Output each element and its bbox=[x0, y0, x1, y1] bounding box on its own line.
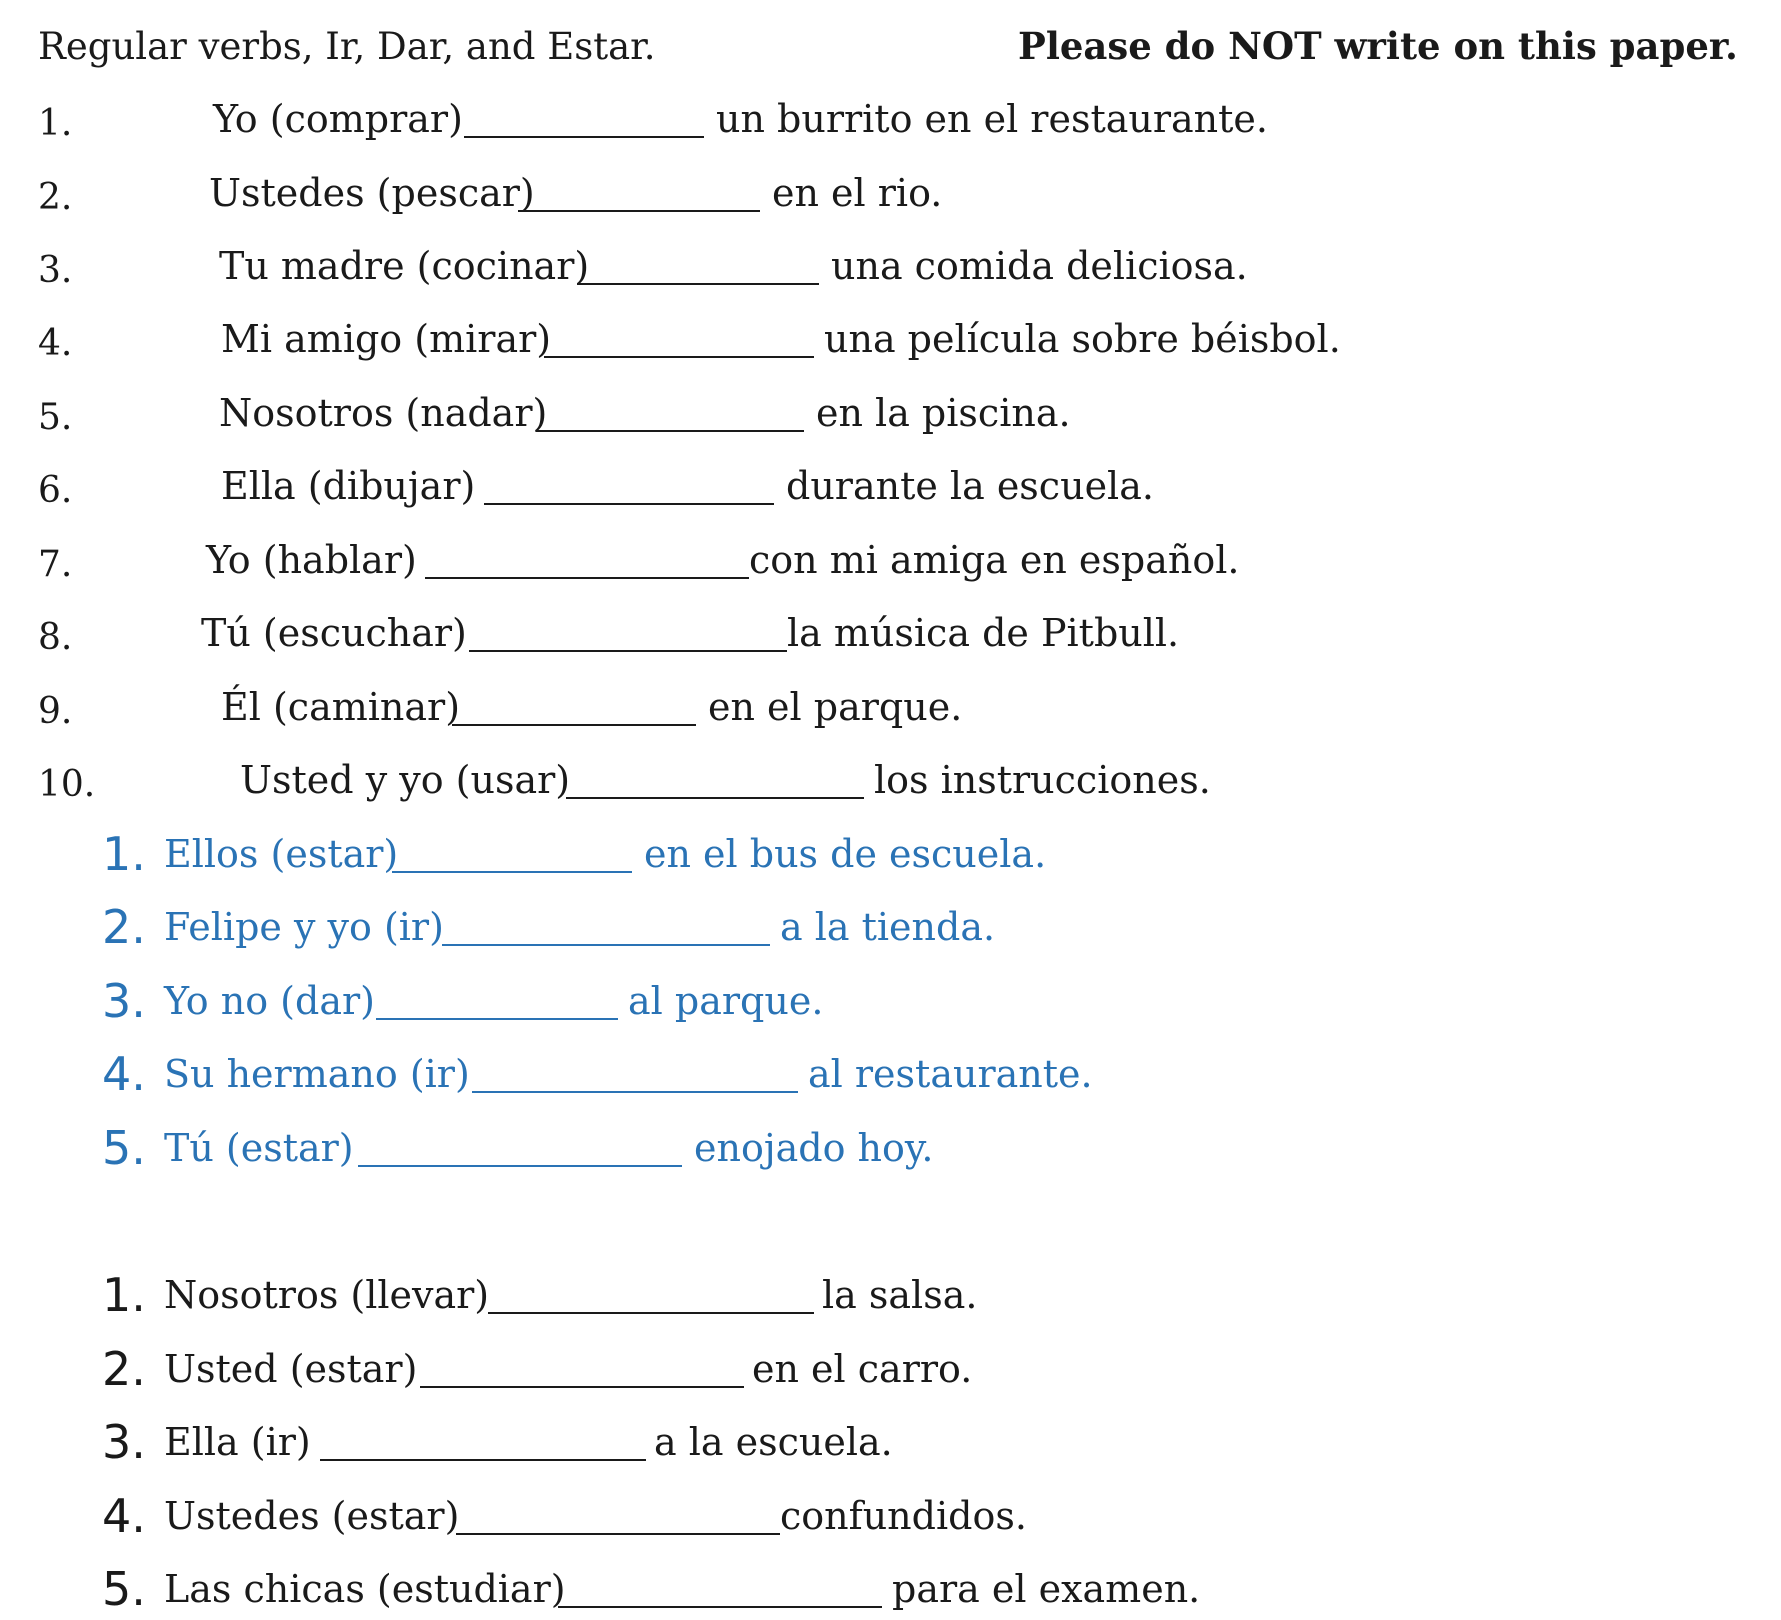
answer-blank bbox=[376, 1018, 618, 1020]
item-continuation: a la tienda. bbox=[780, 905, 996, 949]
exercise-item bbox=[0, 1562, 1781, 1616]
item-continuation: en la piscina. bbox=[816, 391, 1071, 435]
exercise-item bbox=[0, 171, 1781, 224]
item-prompt: Ustedes (pescar) bbox=[209, 171, 535, 215]
answer-blank bbox=[456, 1533, 780, 1535]
answer-blank bbox=[469, 650, 787, 652]
exercise-item bbox=[0, 317, 1781, 370]
answer-blank bbox=[425, 577, 749, 579]
item-number: 8. bbox=[38, 617, 73, 658]
item-continuation: al parque. bbox=[628, 979, 824, 1023]
item-prompt: Yo (comprar) bbox=[213, 97, 463, 141]
answer-blank bbox=[488, 1312, 814, 1314]
exercise-item bbox=[0, 244, 1781, 297]
item-number: 4. bbox=[102, 1489, 146, 1543]
item-prompt: Usted (estar) bbox=[164, 1347, 418, 1391]
item-continuation: una comida deliciosa. bbox=[831, 244, 1248, 288]
item-number: 10. bbox=[38, 764, 96, 805]
item-continuation: en el carro. bbox=[752, 1347, 973, 1391]
item-number: 7. bbox=[38, 544, 73, 585]
item-prompt: Usted y yo (usar) bbox=[240, 758, 571, 802]
answer-blank bbox=[464, 136, 704, 138]
item-continuation: una película sobre béisbol. bbox=[824, 317, 1341, 361]
item-prompt: Su hermano (ir) bbox=[164, 1052, 470, 1096]
exercise-item bbox=[0, 611, 1781, 664]
item-number: 6. bbox=[38, 470, 73, 511]
item-prompt: Nosotros (llevar) bbox=[164, 1273, 490, 1317]
item-prompt: Ellos (estar) bbox=[164, 832, 399, 876]
item-number: 3. bbox=[38, 250, 73, 291]
answer-blank bbox=[484, 503, 774, 505]
item-number: 1. bbox=[38, 103, 73, 144]
exercise-item bbox=[0, 1047, 1781, 1101]
answer-blank bbox=[544, 356, 814, 358]
answer-blank bbox=[392, 871, 632, 873]
item-number: 5. bbox=[102, 1121, 146, 1175]
item-continuation: la música de Pitbull. bbox=[787, 611, 1180, 655]
exercise-item bbox=[0, 1268, 1781, 1322]
item-continuation: un burrito en el restaurante. bbox=[716, 97, 1268, 141]
item-prompt: Felipe y yo (ir) bbox=[164, 905, 444, 949]
answer-blank bbox=[518, 210, 760, 212]
item-continuation: enojado hoy. bbox=[694, 1126, 934, 1170]
answer-blank bbox=[358, 1165, 682, 1167]
answer-blank bbox=[558, 1606, 882, 1608]
item-prompt: Ustedes (estar) bbox=[164, 1494, 460, 1538]
answer-blank bbox=[472, 1091, 798, 1093]
item-continuation: la salsa. bbox=[822, 1273, 978, 1317]
item-prompt: Las chicas (estudiar) bbox=[164, 1567, 566, 1611]
exercise-item bbox=[0, 97, 1781, 150]
exercise-item bbox=[0, 827, 1781, 881]
answer-blank bbox=[420, 1386, 744, 1388]
item-number: 4. bbox=[102, 1047, 146, 1101]
answer-blank bbox=[536, 430, 804, 432]
answer-blank bbox=[442, 944, 770, 946]
exercise-item bbox=[0, 391, 1781, 444]
item-prompt: Nosotros (nadar) bbox=[219, 391, 548, 435]
item-number: 5. bbox=[38, 397, 73, 438]
item-number: 9. bbox=[38, 691, 73, 732]
exercise-item bbox=[0, 1415, 1781, 1469]
item-continuation: confundidos. bbox=[780, 1494, 1027, 1538]
item-number: 1. bbox=[102, 1268, 146, 1322]
item-continuation: para el examen. bbox=[892, 1567, 1201, 1611]
item-number: 2. bbox=[102, 1342, 146, 1396]
item-prompt: Yo (hablar) bbox=[206, 538, 417, 582]
item-prompt: Ella (dibujar) bbox=[221, 464, 476, 508]
item-continuation: durante la escuela. bbox=[786, 464, 1154, 508]
exercise-item bbox=[0, 1342, 1781, 1396]
item-continuation: en el parque. bbox=[708, 685, 963, 729]
item-prompt: Mi amigo (mirar) bbox=[221, 317, 552, 361]
item-continuation: con mi amiga en español. bbox=[749, 538, 1240, 582]
item-number: 5. bbox=[102, 1562, 146, 1616]
exercise-item bbox=[0, 1489, 1781, 1543]
exercise-item bbox=[0, 1121, 1781, 1175]
item-number: 2. bbox=[38, 177, 73, 218]
answer-blank bbox=[566, 797, 864, 799]
exercise-item bbox=[0, 900, 1781, 954]
item-continuation: en el bus de escuela. bbox=[644, 832, 1047, 876]
item-prompt: Tú (estar) bbox=[164, 1126, 354, 1170]
item-prompt: Ella (ir) bbox=[164, 1420, 311, 1464]
item-prompt: Yo no (dar) bbox=[164, 979, 375, 1023]
item-number: 4. bbox=[38, 323, 73, 364]
exercise-item bbox=[0, 758, 1781, 811]
worksheet-title: Regular verbs, Ir, Dar, and Estar. bbox=[38, 25, 656, 68]
exercise-item bbox=[0, 974, 1781, 1028]
answer-blank bbox=[577, 283, 819, 285]
item-number: 2. bbox=[102, 900, 146, 954]
item-prompt: Tú (escuchar) bbox=[201, 611, 467, 655]
answer-blank bbox=[452, 724, 696, 726]
item-continuation: a la escuela. bbox=[654, 1420, 893, 1464]
answer-blank bbox=[320, 1459, 646, 1461]
item-prompt: Tu madre (cocinar) bbox=[219, 244, 590, 288]
item-number: 3. bbox=[102, 974, 146, 1028]
exercise-item bbox=[0, 685, 1781, 738]
item-number: 1. bbox=[102, 827, 146, 881]
do-not-write-notice: Please do NOT write on this paper. bbox=[1018, 24, 1738, 68]
item-continuation: en el rio. bbox=[772, 171, 943, 215]
exercise-item bbox=[0, 464, 1781, 517]
item-prompt: Él (caminar) bbox=[221, 685, 461, 729]
item-continuation: al restaurante. bbox=[808, 1052, 1093, 1096]
item-continuation: los instrucciones. bbox=[874, 758, 1211, 802]
exercise-item bbox=[0, 538, 1781, 591]
item-number: 3. bbox=[102, 1415, 146, 1469]
